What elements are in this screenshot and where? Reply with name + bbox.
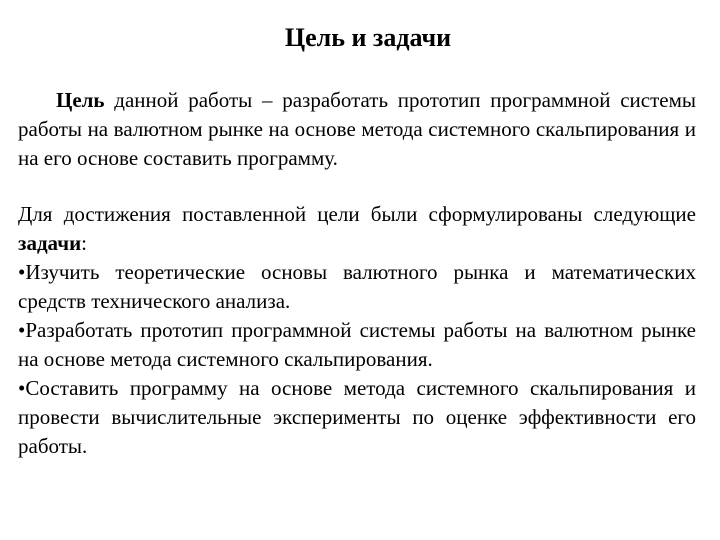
goal-label: Цель — [56, 88, 105, 112]
goal-paragraph — [18, 86, 696, 173]
tasks-label: задачи — [18, 231, 82, 255]
task-item-3: •Составить программу на основе метода системного скальпирования и провести вычислительные эксперименты по оценке эффективности его работы. — [18, 376, 696, 458]
tasks-block — [18, 200, 696, 461]
tasks-intro: Для достижения поставленной цели были сформулированы следующие — [18, 202, 696, 226]
task-item-1: •Изучить теоретические основы валютного рынка и математических средств технического анализа. — [18, 260, 696, 313]
slide-title: Цель и задачи — [284, 23, 452, 52]
task-item-2: •Разработать прототип программной системы работы на валютном рынке на основе метода системного скальпирования. — [18, 318, 696, 371]
tasks-intro-paragraph — [18, 200, 696, 258]
goal-text: данной работы – разработать прототип программной системы работы на валютном рынке на основе метода системного скальпирования и на его основе составить программу. — [18, 88, 696, 170]
tasks-colon: : — [81, 231, 88, 255]
